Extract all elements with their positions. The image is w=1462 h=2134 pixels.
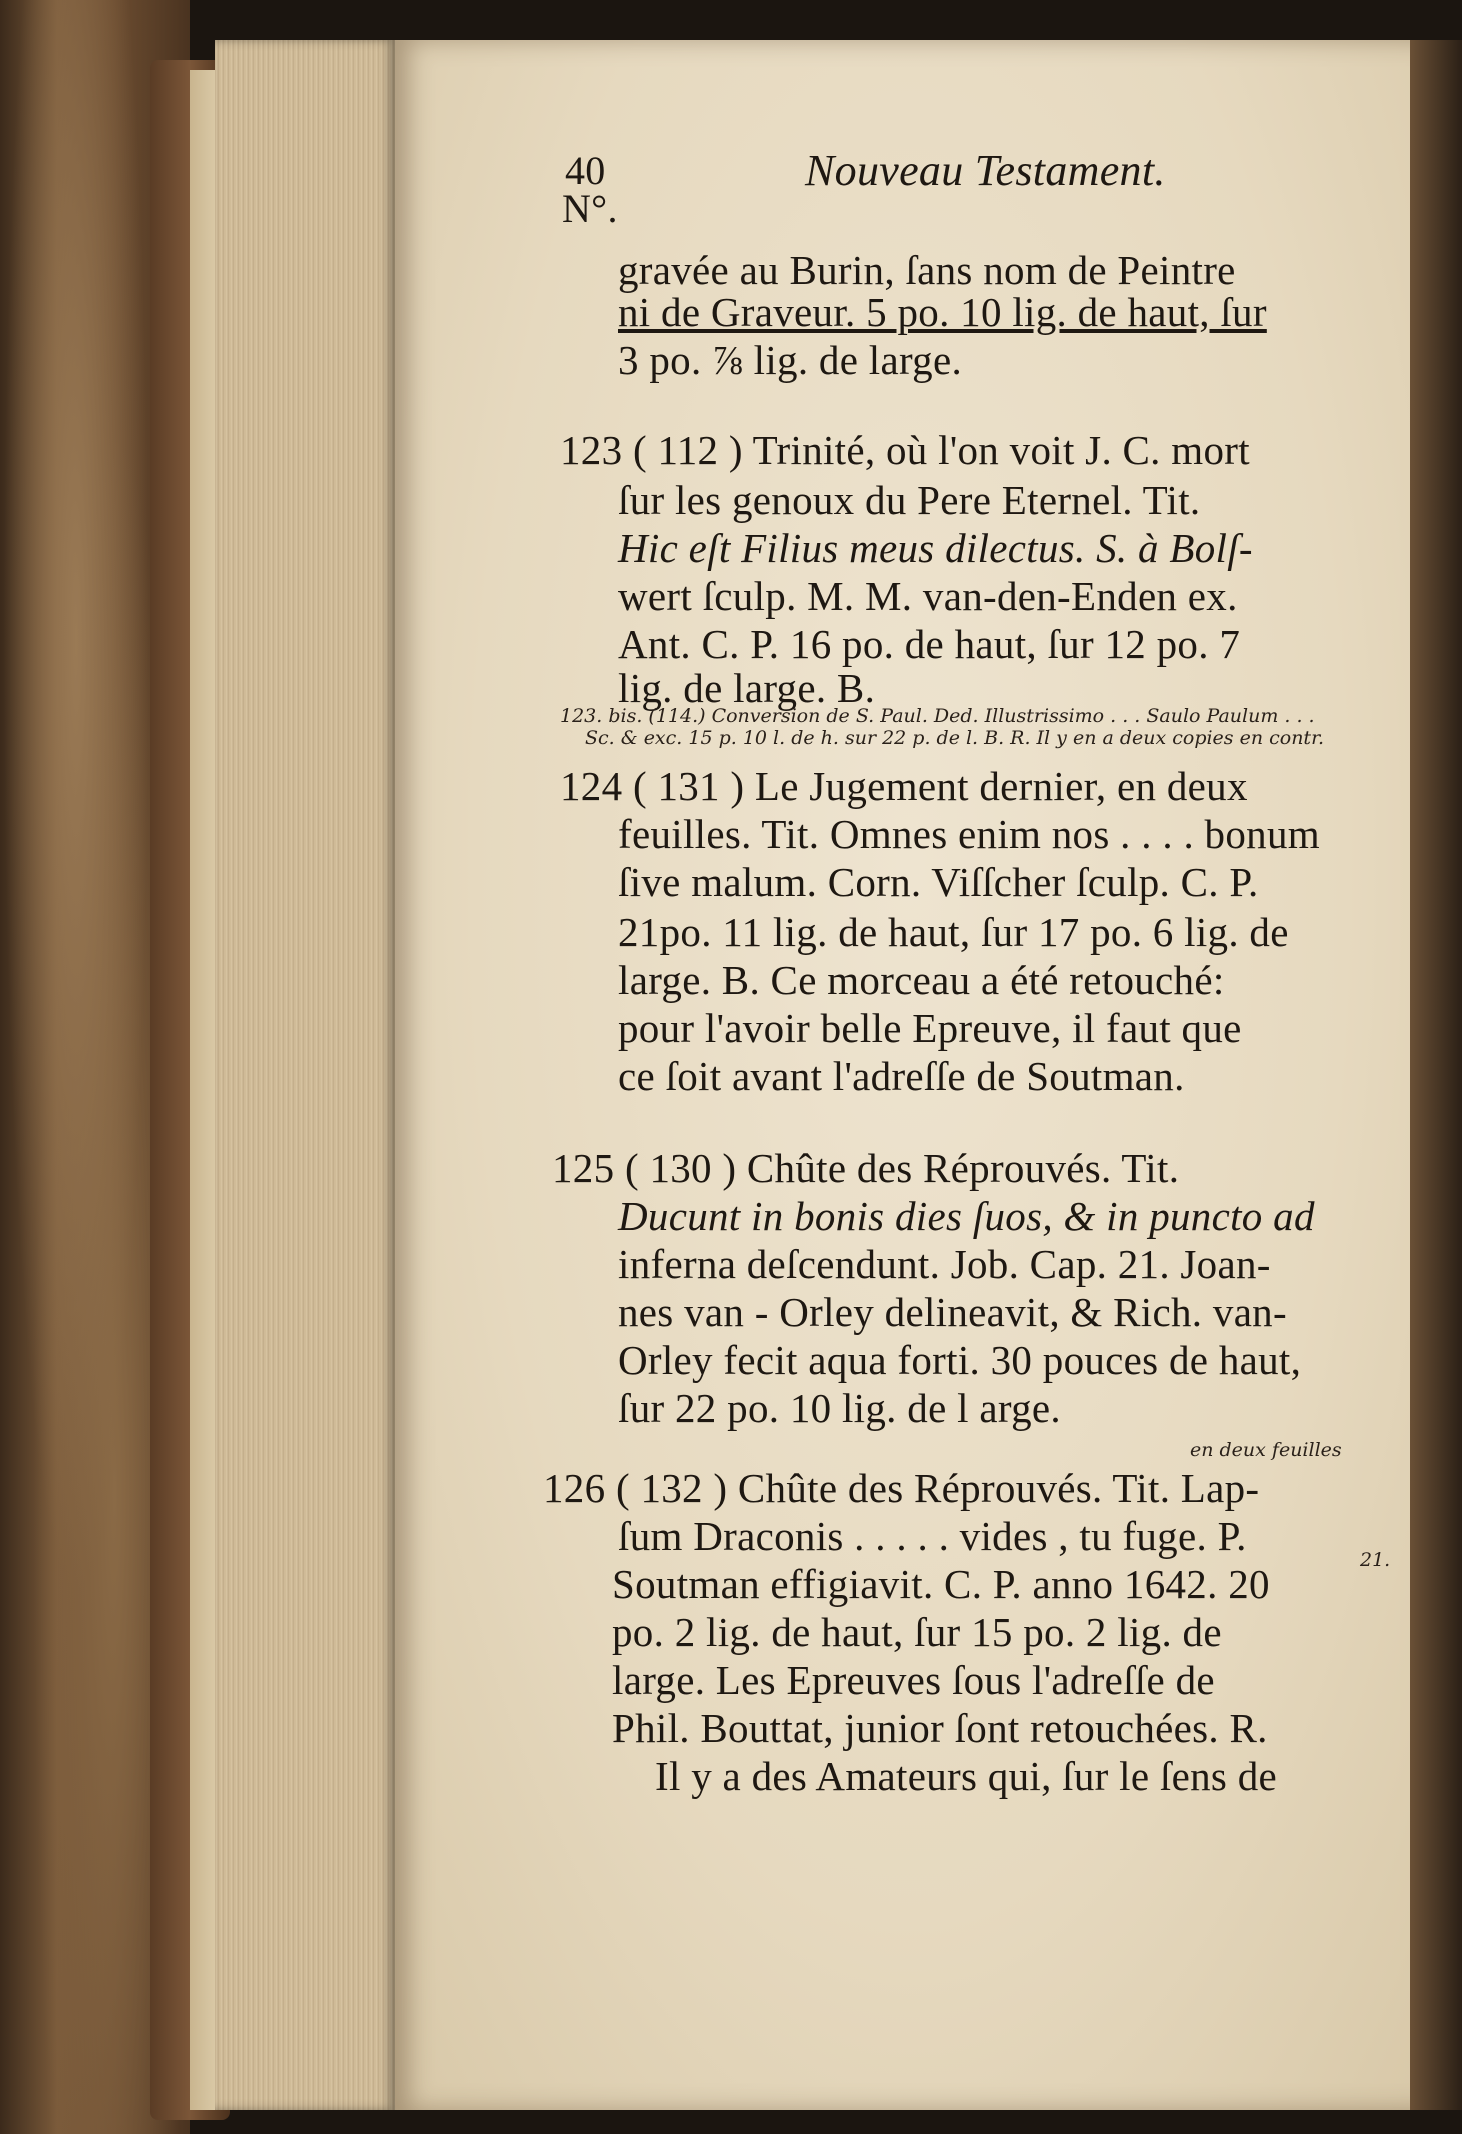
text-line: po. 2 lig. de haut, ſur 15 po. 2 lig. de xyxy=(612,1609,1222,1655)
page-number: 40 xyxy=(565,148,606,193)
text-line: Ant. C. P. 16 po. de haut, ſur 12 po. 7 xyxy=(618,621,1241,667)
text-line: Il y a des Amateurs qui, ſur le ſens de xyxy=(655,1753,1277,1799)
handwritten-note: 123. bis. (114.) Conversion de S. Paul. Ded. Illustrissimo . . . Saulo Paulum . . . xyxy=(560,705,1315,727)
text-line: 3 po. ⅞ lig. de large. xyxy=(618,337,963,383)
running-title: Nouveau Testament. xyxy=(805,146,1166,195)
handwritten-note: Sc. & exc. 15 p. 10 l. de h. sur 22 p. de l. B. R. Il y en a deux copies en contr. xyxy=(585,727,1325,749)
text-line: ni de Graveur. 5 po. 10 lig. de haut, ſur xyxy=(618,289,1267,335)
entry-124-line: 124 ( 131 ) Le Jugement dernier, en deux xyxy=(560,763,1248,809)
text-line: pour l'avoir belle Epreuve, il faut que xyxy=(618,1005,1242,1051)
text-line: nes van - Orley delineavit, & Rich. van- xyxy=(618,1289,1287,1335)
text-line: Phil. Bouttat, junior ſont retouchées. R. xyxy=(612,1705,1268,1751)
text-line: inferna deſcendunt. Job. Cap. 21. Joan- xyxy=(618,1241,1271,1287)
text-line: ſive malum. Corn. Viſſcher ſculp. C. P. xyxy=(618,859,1259,905)
text-line: wert ſculp. M. M. van-den-Enden ex. xyxy=(618,573,1238,619)
text-line: ſur 22 po. 10 lig. de l arge. xyxy=(618,1385,1061,1431)
text-line: Hic eſt Filius meus dilectus. S. à Bolſ- xyxy=(618,525,1253,571)
text-line: lig. de large. B. xyxy=(618,665,876,711)
text-line: large. Les Epreuves ſous l'adreſſe de xyxy=(612,1657,1215,1703)
handwritten-note: en deux feuilles xyxy=(1190,1439,1342,1461)
page-edges xyxy=(215,40,395,2110)
text-line: ce ſoit avant l'adreſſe de Soutman. xyxy=(618,1053,1185,1099)
text-line: feuilles. Tit. Omnes enim nos . . . . bonum xyxy=(618,811,1320,857)
text-line: Orley fecit aqua forti. 30 pouces de haut, xyxy=(618,1337,1302,1383)
column-label: N°. xyxy=(562,186,618,231)
handwritten-note: 21. xyxy=(1360,1549,1391,1571)
text-line: gravée au Burin, ſans nom de Peintre xyxy=(618,247,1236,293)
text-line: ſum Draconis . . . . . vides , tu fuge. P. xyxy=(618,1513,1247,1559)
entry-123-line: 123 ( 112 ) Trinité, où l'on voit J. C. mort xyxy=(560,427,1250,473)
text-line: ſur les genoux du Pere Eternel. Tit. xyxy=(618,477,1201,523)
text-line: 21po. 11 lig. de haut, ſur 17 po. 6 lig. de xyxy=(618,909,1289,955)
text-line: large. B. Ce morceau a été retouché: xyxy=(618,957,1225,1003)
entry-126-line: 126 ( 132 ) Chûte des Réprouvés. Tit. Lap- xyxy=(543,1465,1260,1511)
entry-125-line: 125 ( 130 ) Chûte des Réprouvés. Tit. xyxy=(552,1145,1180,1191)
facing-page-edge xyxy=(1410,40,1462,2110)
text-line: Soutman effigiavit. C. P. anno 1642. 20 xyxy=(612,1561,1270,1607)
text-line: Ducunt in bonis dies ſuos, & in puncto ad xyxy=(618,1193,1315,1239)
